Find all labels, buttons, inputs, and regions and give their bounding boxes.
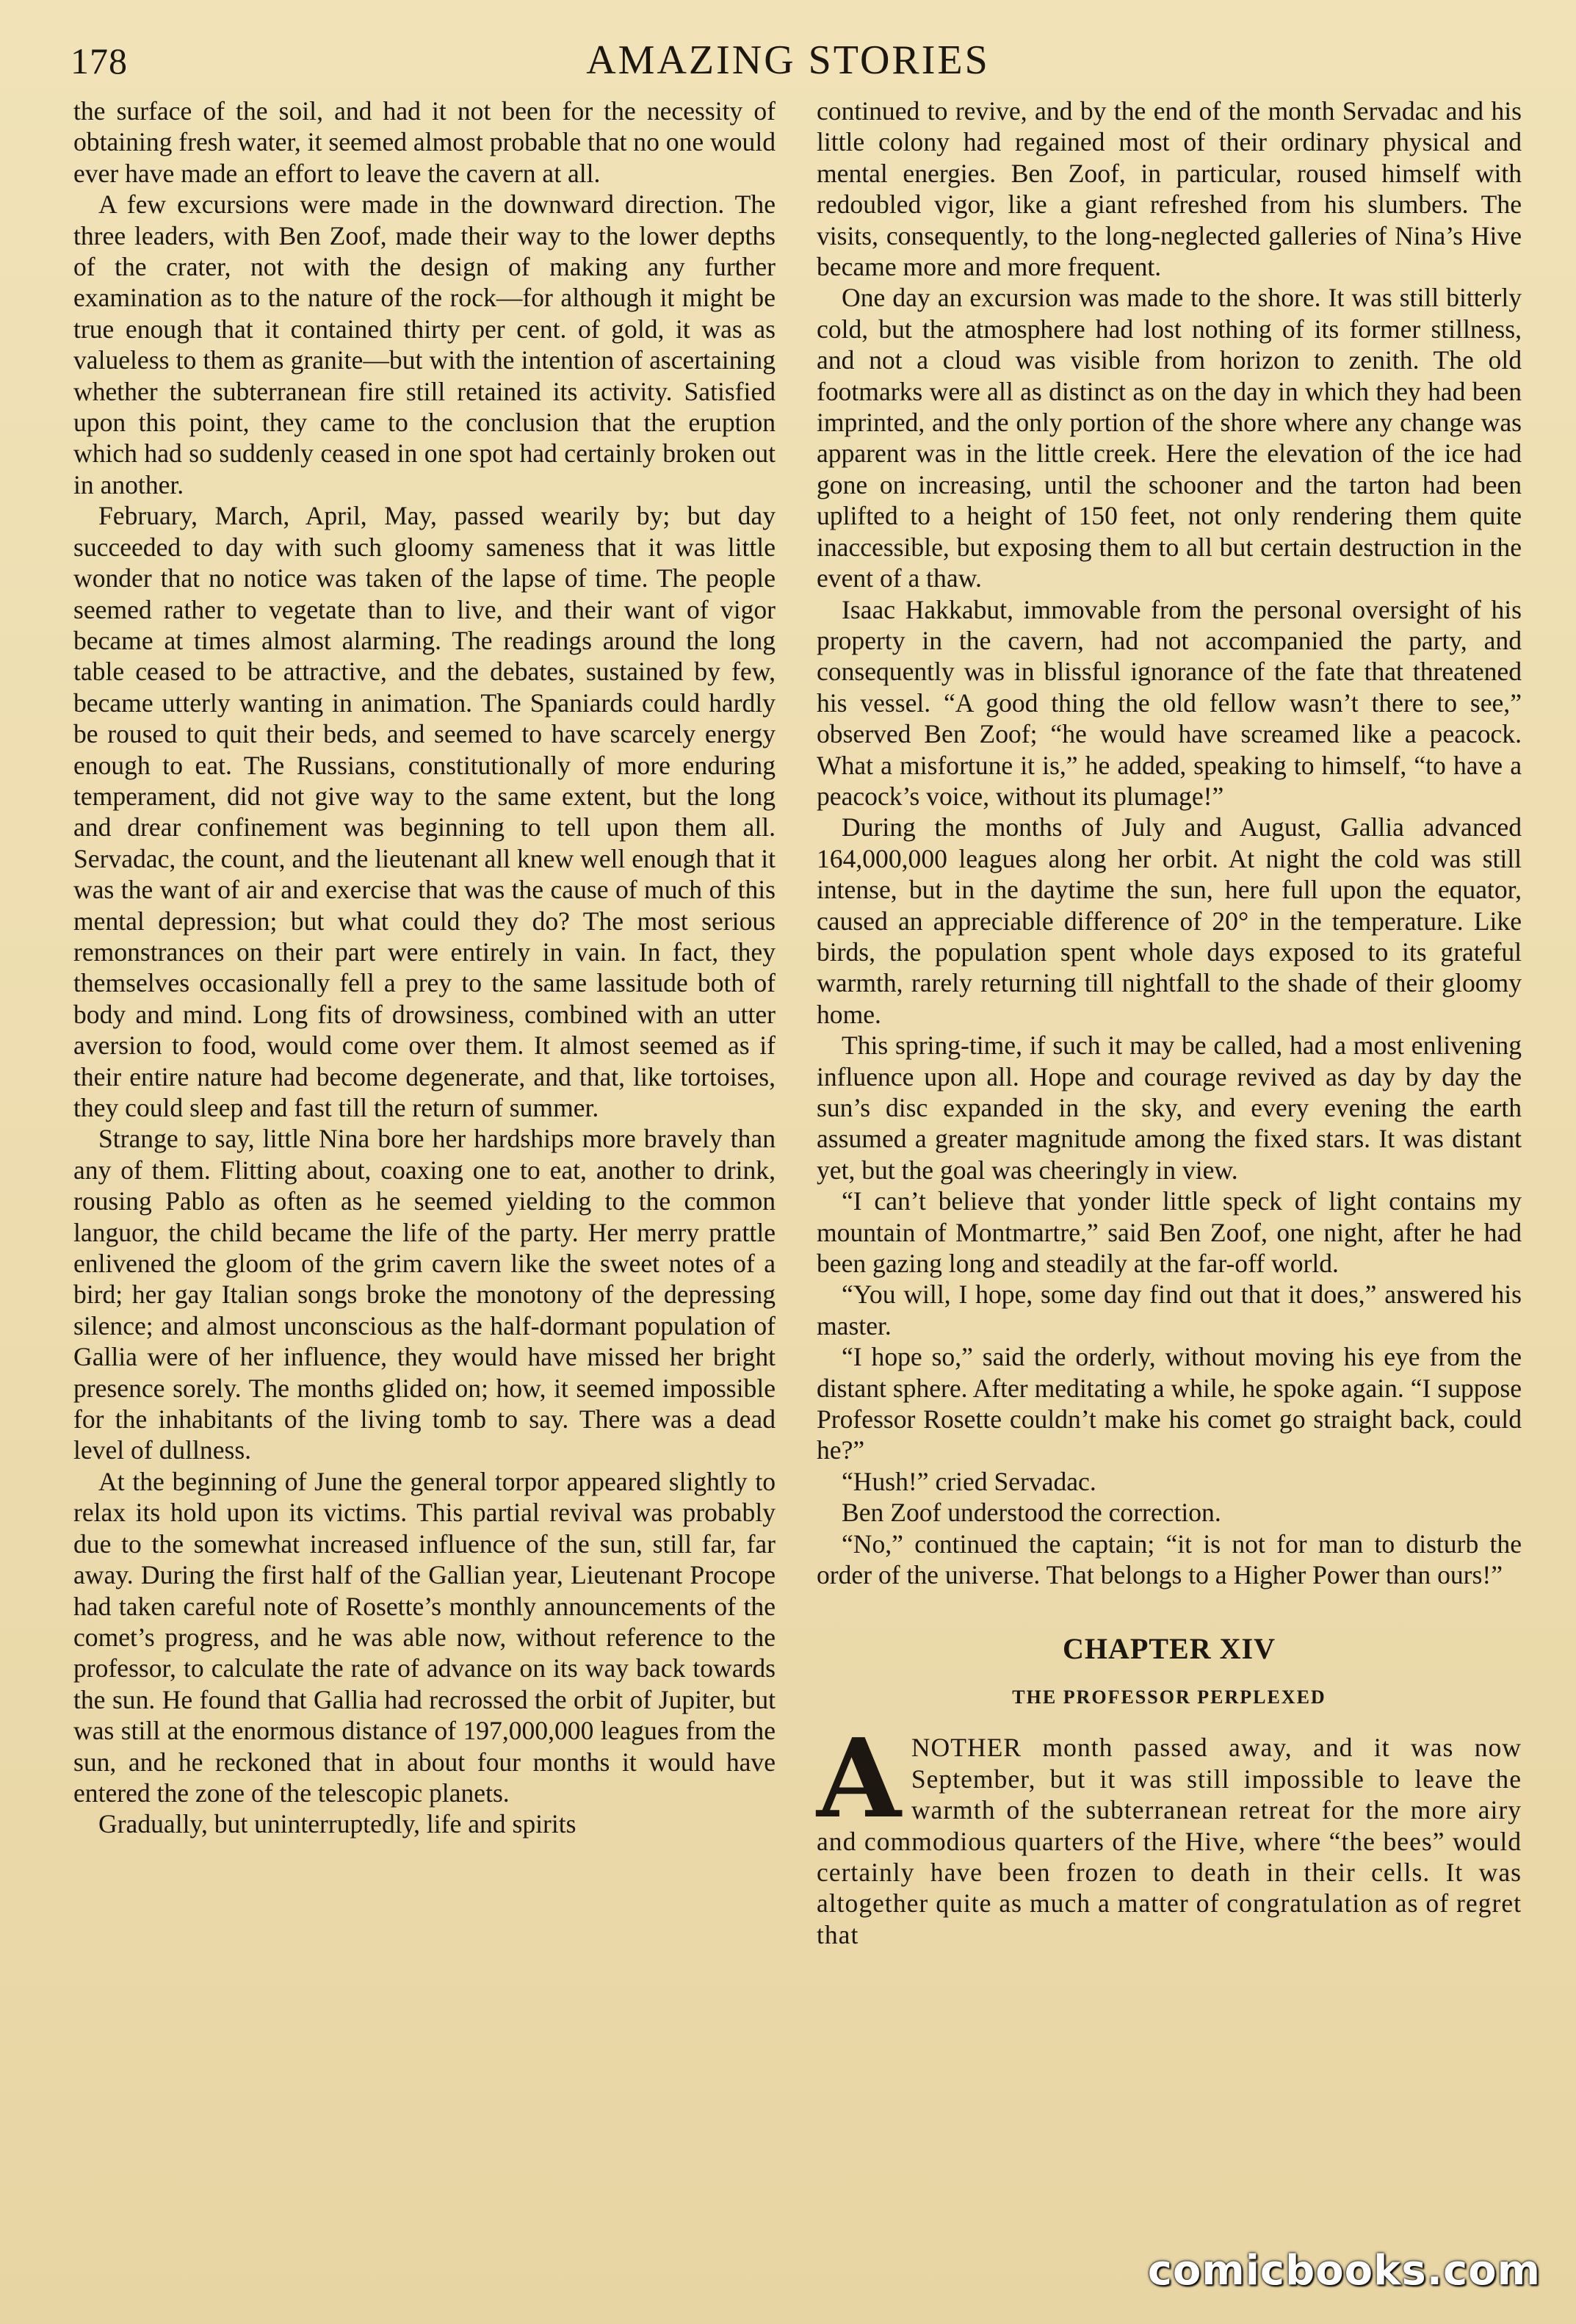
chapter-heading: CHAPTER XIV	[1063, 1631, 1276, 1665]
paragraph: “I can’t believe that yonder little speck of light contains my mountain of Montmartre,” said Ben Zoof, one night, after he had been gazing long and steadily at the far-off world.	[817, 1186, 1522, 1279]
watermark: comicbooks.com	[1147, 2247, 1541, 2295]
paragraph: Strange to say, little Nina bore her hardships more bravely than any of them. Flitting about, coaxing one to eat, another to drink, rousing Pablo as often as he seemed yielding to the common languor, the child became the life of the party. Her merry prattle enlivened the gloom of the grim cavern like the sweet notes of a bird; her gay Italian songs broke the monotony of the depressing silence; and almost unconscious as the half-dormant population of Gallia were of her influence, they would have missed her bright presence sorely. The months glided on; how, it seemed impossible for the inhabitants of the living tomb to say. There was a dead level of dullness.	[73, 1124, 776, 1465]
drop-cap: A	[817, 1714, 901, 1843]
right-column	[817, 95, 1522, 1950]
paragraph: “No,” continued the captain; “it is not for man to disturb the order of the universe. That belongs to a Higher Power than ours!”	[817, 1529, 1522, 1590]
paragraph: A few excursions were made in the downward direction. The three leaders, with Ben Zoof, made their way to the lower depths of the crater, not with the design of making any further examination as to the nature of the rock—for although it might be true enough that it contained thirty per cent. of gold, it was as valueless to them as granite—but with the intention of ascertaining whether the subterranean fire still retained its activity. Satisfied upon this point, they came to the conclusion that the eruption which had so suddenly ceased in one spot had certainly broken out in another.	[73, 190, 776, 499]
paragraph: During the months of July and August, Gallia advanced 164,000,000 leagues along her orbit. At night the cold was still intense, but in the daytime the sun, here full upon the equator, caused an appreciable difference of 20° in the temperature. Like birds, the population spent whole days exposed to its grateful warmth, rarely returning till nightfall to the shade of their gloomy home.	[817, 812, 1522, 1029]
running-header-title: AMAZING STORIES	[586, 37, 990, 83]
paragraph: Gradually, but uninterruptedly, life and spirits	[98, 1809, 576, 1839]
paragraph: One day an excursion was made to the shore. It was still bitterly cold, but the atmosphere had lost nothing of its former stillness, and not a cloud was visible from horizon to zenith. The old footmarks were all as distinct as on the day in which they had been imprinted, and the only portion of the shore where any change was apparent was in the little creek. Here the elevation of the ice had gone on increasing, until the schooner and the tarton had been uplifted to a height of 150 feet, not only rendering them quite inaccessible, but exposing them to all but certain destruction in the event of a thaw.	[817, 283, 1522, 593]
paragraph: February, March, April, May, passed wearily by; but day succeeded to day with such gloomy sameness that it was little wonder that no notice was taken of the lapse of time. The people seemed rather to vegetate than to live, and their want of vigor became at times almost alarming. The readings around the long table ceased to be attractive, and the debates, sustained by few, became utterly wanting in animation. The Spaniards could hardly be roused to quit their beds, and seemed to have scarcely energy enough to eat. The Russians, constitutionally of more enduring temperament, did not give way to the same extent, but the long and drear confinement was beginning to tell upon them all. Servadac, the count, and the lieutenant all knew well enough that it was the want of air and exercise that was the cause of much of this mental depression; but what could they do? The most serious remonstrances on their part were entirely in vain. In fact, they themselves occasionally fell a prey to the same lassitude both of body and mind. Long fits of drowsiness, combined with an utter aversion to food, would come over them. It almost seemed as if their entire nature had become degenerate, and that, like tortoises, they could sleep and fast till the return of summer.	[73, 501, 776, 1122]
paragraph: At the beginning of June the general torpor appeared slightly to relax its hold upon its victims. This partial revival was probably due to the somewhat increased influence of the sun, still far, far away. During the first half of the Gallian year, Lieutenant Procope had taken careful note of Rosette’s monthly announcements of the comet’s progress, and he was able now, without reference to the professor, to calculate the rate of advance on its way back towards the sun. He found that Gallia had recrossed the orbit of Jupiter, but was still at the enormous distance of 197,000,000 leagues from the sun, and he reckoned that in about four months it would have entered the zone of the telescopic planets.	[73, 1466, 776, 1808]
page-number: 178	[71, 40, 128, 82]
paragraph: the surface of the soil, and had it not been for the necessity of obtaining fresh water, it seemed almost probable that no one would ever have made an effort to leave the cavern at all.	[73, 96, 776, 188]
left-column	[73, 95, 776, 1840]
chapter-opening-paragraph	[817, 1714, 1522, 1950]
opening-text: NOTHER month passed away, and it was now September, but it was still impossible to leave the warmth of the subterranean retreat for the more airy and commodious quarters of the Hive, where “the bees” would certainly have been frozen to death in their cells. It was altogether quite as much a matter of congratulation as of regret that	[817, 1733, 1522, 1949]
paragraph: “I hope so,” said the orderly, without moving his eye from the distant sphere. After meditating a while, he spoke again. “I suppose Professor Rosette couldn’t make his comet go straight back, could he?”	[817, 1342, 1522, 1465]
paragraph: This spring-time, if such it may be called, had a most enlivening influence upon all. Hope and courage revived as day by day the sun’s disc expanded in the sky, and every evening the earth assumed a greater magnitude among the fixed stars. It was distant yet, but the goal was cheeringly in view.	[817, 1031, 1522, 1185]
paragraph: Isaac Hakkabut, immovable from the personal oversight of his property in the cavern, had not accompanied the party, and consequently was in blissful ignorance of the fate that threatened his vessel. “A good thing the old fellow wasn’t there to see,” observed Ben Zoof; “he would have screamed like a peacock. What a misfortune it is,” he added, speaking to himself, “to have a peacock’s voice, without its plumage!”	[817, 594, 1522, 811]
paragraph: continued to revive, and by the end of the month Servadac and his little colony had regained most of their ordinary physical and mental energies. Ben Zoof, in particular, roused himself with redoubled vigor, like a giant refreshed from his slumbers. The visits, consequently, to the long-neglected galleries of Nina’s Hive became more and more frequent.	[817, 96, 1522, 282]
paragraph: “You will, I hope, some day find out that it does,” answered his master.	[817, 1280, 1522, 1340]
chapter-subtitle: THE PROFESSOR PERPLEXED	[1012, 1686, 1326, 1708]
paragraph: “Hush!” cried Servadac.	[842, 1466, 1096, 1496]
paragraph: Ben Zoof understood the correction.	[842, 1498, 1221, 1528]
